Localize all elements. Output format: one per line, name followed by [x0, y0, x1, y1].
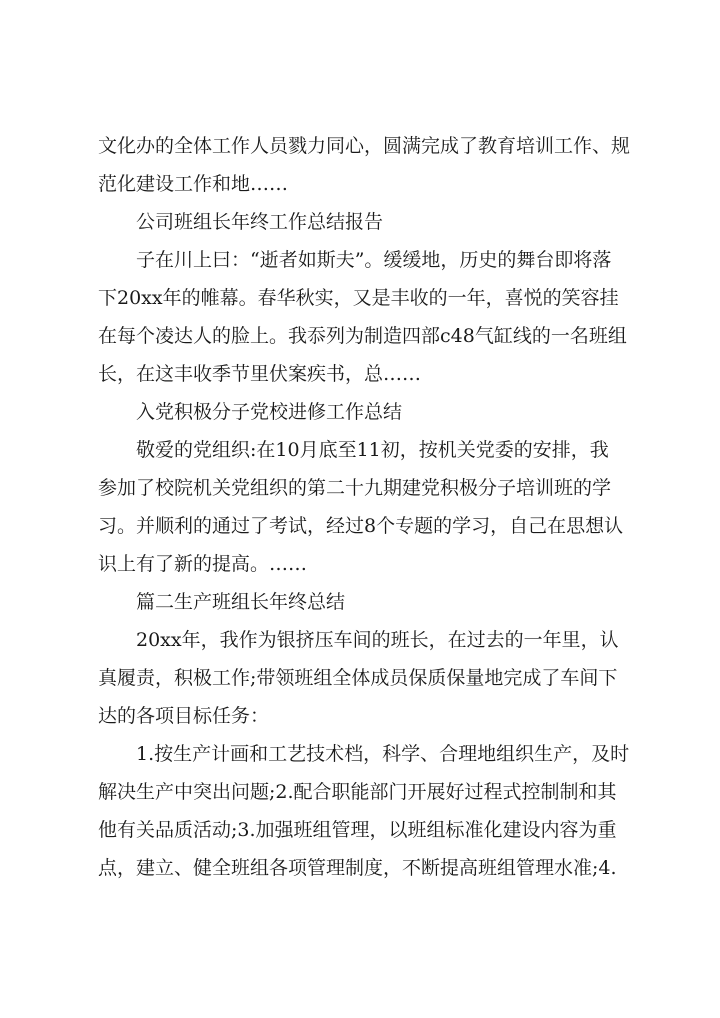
body-text-line: 点，建立、健全班组各项管理制度，不断提高班组管理水准;4. — [98, 857, 617, 879]
body-text-line: 达的各项目标任务： — [98, 705, 270, 727]
paragraph-first-line: 1.按生产计画和工艺技术档，科学、合理地组织生产，及时 — [136, 743, 630, 765]
body-text-line: 长，在这丰收季节里伏案疾书，总…… — [98, 363, 422, 385]
paragraph-first-line: 敬爱的党组织:在10月底至11初，按机关党委的安排，我 — [136, 439, 609, 461]
body-text-line: 识上有了新的提高。…… — [98, 553, 308, 575]
body-text-line: 真履责，积极工作;带领班组全体成员保质保量地完成了车间下 — [98, 667, 618, 689]
body-text-line: 他有关品质活动;3.加强班组管理，以班组标准化建设内容为重 — [98, 819, 617, 841]
section-heading: 入党积极分子党校进修工作总结 — [136, 401, 403, 423]
body-text-line: 文化办的全体工作人员戮力同心，圆满完成了教育培训工作、规 — [98, 135, 631, 157]
paragraph-first-line: 子在川上曰：“逝者如斯夫”。缓缓地，历史的舞台即将落 — [136, 249, 612, 271]
body-text-line: 在每个凌达人的脸上。我忝列为制造四部c48气缸线的一名班组 — [98, 325, 627, 347]
section-heading: 公司班组长年终工作总结报告 — [136, 211, 384, 233]
body-text-line: 习。并顺利的通过了考试，经过8个专题的学习，自己在思想认 — [98, 515, 624, 537]
body-text-line: 解决生产中突出问题;2.配合职能部门开展好过程式控制制和其 — [98, 781, 617, 803]
body-text-line: 参加了校院机关党组织的第二十九期建党积极分子培训班的学 — [98, 477, 612, 499]
section-heading: 篇二生产班组长年终总结 — [136, 591, 346, 613]
body-text-line: 下20xx年的帷幕。春华秋实，又是丰收的一年，喜悦的笑容挂 — [98, 287, 619, 309]
body-text-line: 范化建设工作和地…… — [98, 173, 289, 195]
paragraph-first-line: 20xx年，我作为银挤压车间的班长，在过去的一年里，认 — [136, 629, 619, 651]
